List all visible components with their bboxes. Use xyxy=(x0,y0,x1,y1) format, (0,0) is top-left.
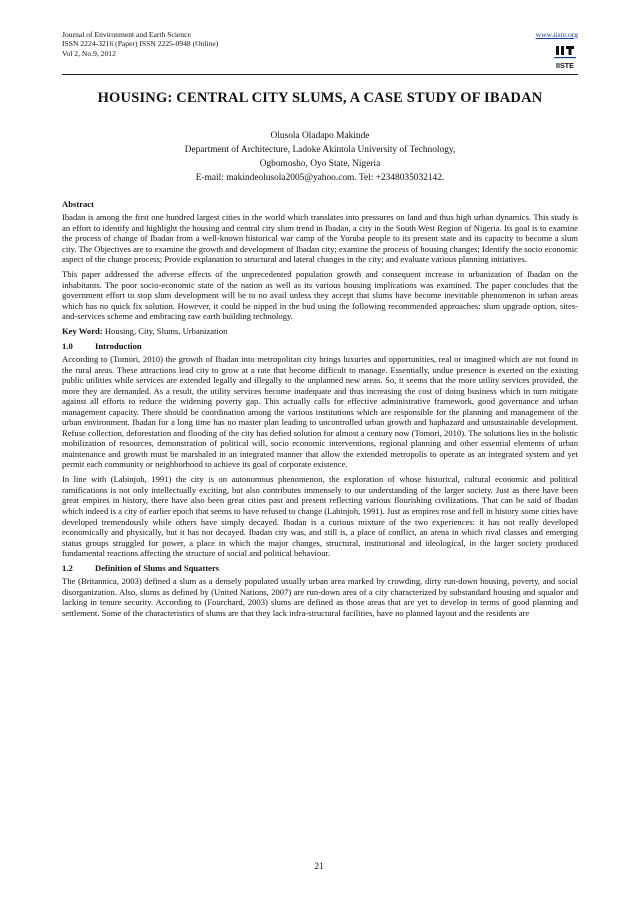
section-number: 1.0 xyxy=(62,340,73,351)
author-block xyxy=(62,129,578,185)
body-paragraph: In line with (Labinjoh, 1991) the city is on autonomous phenomenon, the exploration of whose historical, cultural economic and political ramifications is not only intellectually exciting, but also contributes immensely to our understanding of the larger society. Just as there have been great empires in history, there have also been great cities past and present reflecting various flourishing civilizations. That can be said of Ibadan which indeed is a city of earlier epoch that seems to have refused to change (Labinjoh, 1991). Just as empires rose and fell in history some cities have developed tremendously while others have simply decayed. Ibadan is a curious mixture of the two experiences: it has not really developed economically and physically, but it has not decayed. Ibadan city was, and still is, a place of conflict, an arena in which rival classes and emerging status groups struggled for power, a place in which the major changes, structural, institutional and ideological, in the larger society produced fundamental reactions affecting the structure of social and political behaviour. xyxy=(62,474,578,559)
journal-issn: ISSN 2224-3216 (Paper) ISSN 2225-0948 (Online) xyxy=(62,39,219,49)
page-number: 21 xyxy=(314,862,324,872)
author-name: Olusola Oladapo Makinde xyxy=(270,131,370,141)
body-paragraph: The (Britannica, 2003) defined a slum as a densely populated usually urban area marked by crowding, dirty run-down housing, poverty, and social disorganization. Also, slums as defined by (United Nations, 2007) are run-down area of a city characterized by substandard housing and squalor and lacking in tenure security. According to (Fourchard, 2003) slums are defined as those areas that are yet to develop in terms of good planning and settlement. Some of the characteristics of slums are that they lack infra-structural facilities, have no planned layout and the residents are xyxy=(62,576,578,618)
logo-text: IISTE xyxy=(556,61,574,70)
journal-volume: Vol 2, No.9, 2012 xyxy=(62,48,116,58)
keywords-text: Housing, City, Slums, Urbanization xyxy=(102,326,228,337)
body-paragraph: According to (Tomori, 2010) the growth of Ibadan into metropolitan city brings luxuries and opportunities, real or imagined which are not found in the rural areas. These attractions lead city to grow at a rate that become difficult to manage. Essentially, undue presence is exerted on the existing public utilities while services are extended legally and illegally to the unplanned new areas. So, it seems that the more utility services provided, the more they are demanded. As a result, the utility services become inadequate and thus increasing the cost of doing business which in turn mitigate against all efforts to reduce the widening poverty gap. This actually calls for effective administrative framework, good governance and urban management capacity. There should be coordination among the various institutions which are responsible for the planning and management of the urban environment. Ibadan for a long time has no master plan leading to uncontrolled urban growth and haphazard and unsustainable development. Refuse collection, deforestation and flooding of the city has defied solution for almost a century now (Tomori, 2010). The solutions lies in the holistic mobilization of resources, demonstration of political will, socio economic interventions, regional planning and other essential elements of urban maintenance and growth must be marshaled in an integrated manner that allow the extended metropolis to operate as an integrated system and yet permit each community or neighborhood to achieve its goal of corporate existence. xyxy=(62,354,578,470)
section-heading-definition xyxy=(62,563,578,574)
abstract-paragraph: Ibadan is among the first one hundred largest cities in the world which translates into pressures on land and thus high urban dynamics. This study is an effort to identify and highlight the housing and central city slum trend in Ibadan, a city in the South West Region of Nigeria. Its goal is to examine the process of change of Ibadan from a well-known historical war camp of the Yoruba people to its present state and its capacity to become a slum city. The Objectives are to examine the growth and development of Ibadan city; examine the process of housing changes; Identify the socio economic aspect of the change process; Provide explanation to structural and lateral changes in the city; and evaluate various planning initiatives. xyxy=(62,212,578,265)
iiste-logo-icon xyxy=(552,44,578,72)
keywords-line xyxy=(62,326,578,337)
paper-body xyxy=(62,199,578,623)
abstract-heading: Abstract xyxy=(62,199,94,209)
paper-title: HOUSING: CENTRAL CITY SLUMS, A CASE STUDY OF IBADAN xyxy=(97,90,543,106)
section-heading-introduction xyxy=(62,341,578,352)
section-title: Introduction xyxy=(95,340,142,351)
author-contact: E-mail: makindeolusola2005@yahoo.com. Tel: +2348035032142. xyxy=(195,173,445,183)
journal-info xyxy=(62,30,218,58)
header-rule xyxy=(62,74,578,75)
journal-name: Journal of Environment and Earth Science xyxy=(62,30,191,39)
author-address: Ogbomosho, Oyo State, Nigeria xyxy=(259,159,381,169)
journal-url-link[interactable]: www.iiste.org xyxy=(535,30,578,39)
author-affiliation: Department of Architecture, Ladoke Akintola University of Technology, xyxy=(184,145,456,155)
section-number: 1.2 xyxy=(62,562,73,573)
abstract-paragraph: This paper addressed the adverse effects of the unprecedented population growth and consequent increase in urbanization of Ibadan on the inhabitants. The poor socio-economic state of the nation as well as its various housing implications was examined. The paper concludes that the government effort to stop slum development will be to no avail unless they accept that slums have become inevitable phenomenon in urban areas which has no quick fix solution. However, it could be nipped in the bud using the following recommended approaches: slum upgrade option, sites-and-services scheme and embracing raw earth building technology. xyxy=(62,269,578,322)
page-header xyxy=(62,30,578,74)
keywords-label: Key Word: xyxy=(62,326,103,337)
section-title: Definition of Slums and Squatters xyxy=(95,562,220,573)
